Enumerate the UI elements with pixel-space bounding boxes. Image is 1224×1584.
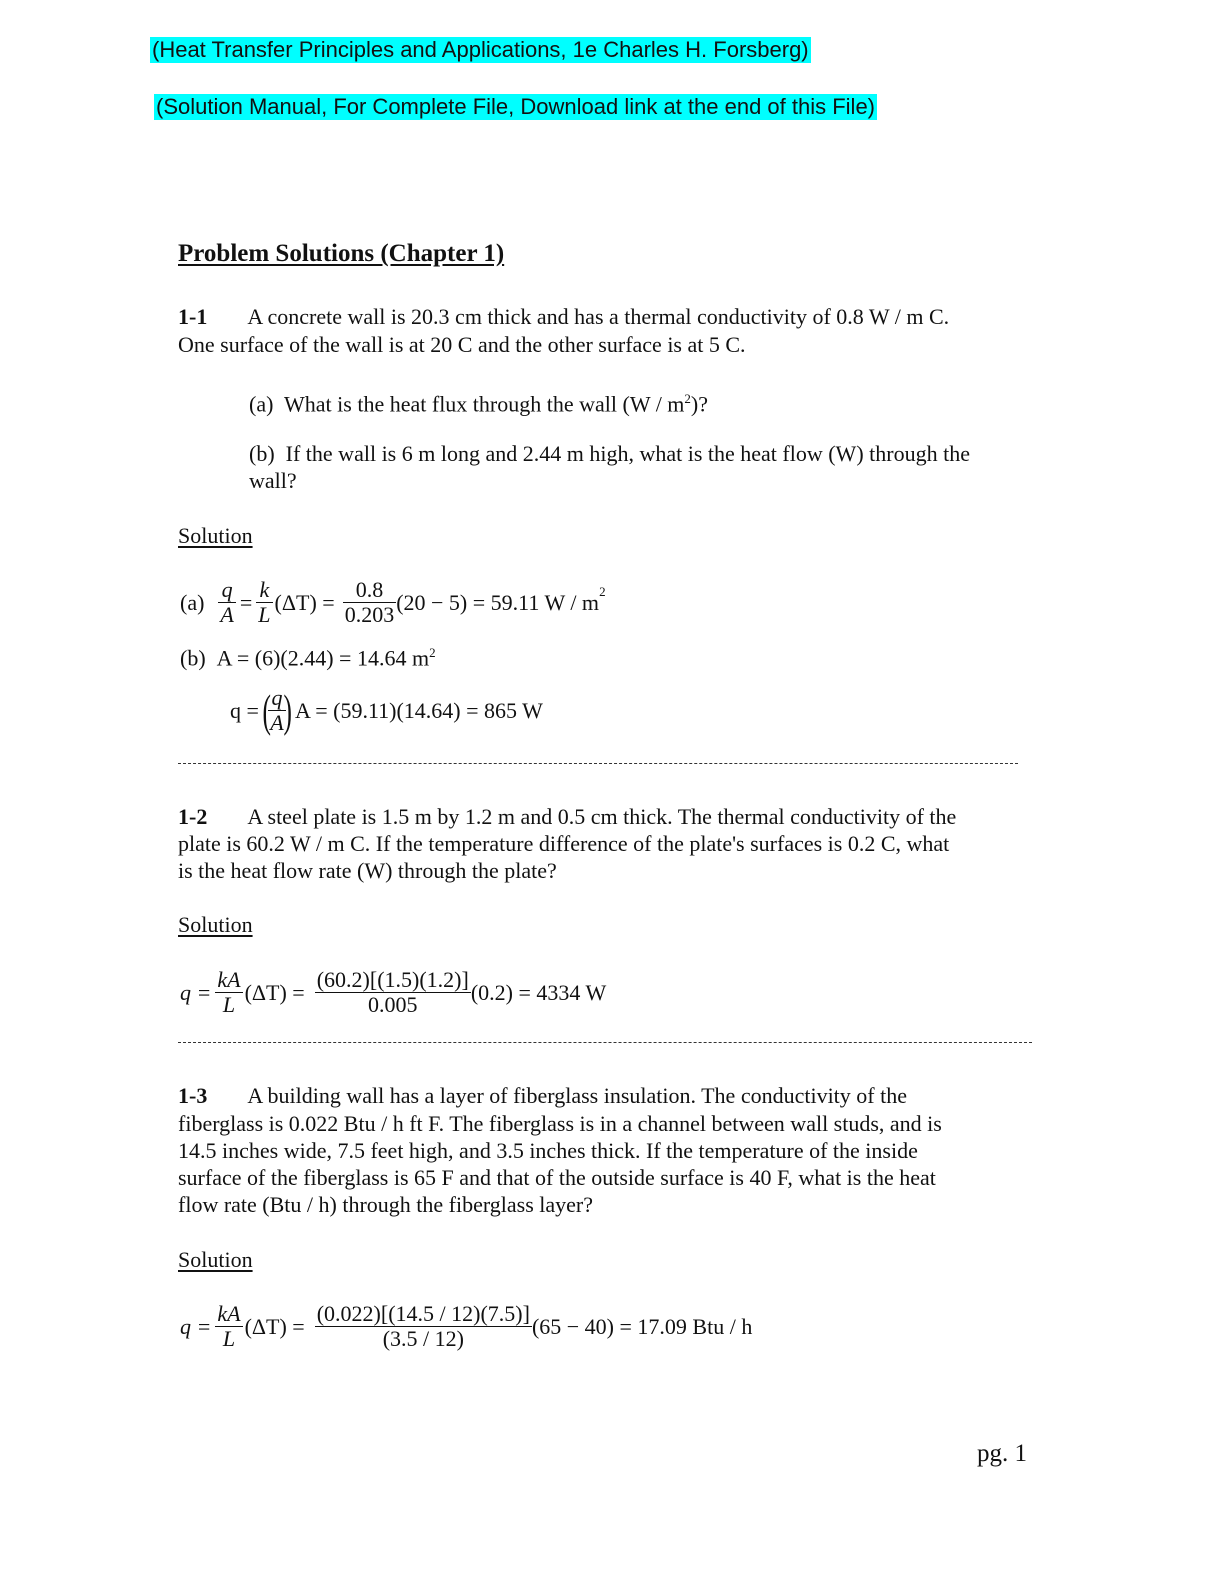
fraction-values-1-2: $\frac{(60.2)[(1.5)(1.2)]}{0.005}$ [316,967,469,1017]
problem-1-3-solution: q = $\frac{kA}{L}$ (ΔT) = $\frac{(0.022)[(14.5 / 12)(7.5)]}{(3.5 / 12)}$ (65 − 40) = 17.09 Btu / h [180,1301,753,1351]
problem-1-1-number: 1-1 [178,304,208,329]
separator-1 [178,763,1018,764]
problem-1-1-text1: A concrete wall is 20.3 cm thick and has a thermal conductivity of 0.8 W / m C. [247,304,950,329]
fraction-q-over-a-2: $\frac{q}{A}$ [270,685,284,735]
problem-1-2-solution-label: Solution [178,912,253,937]
separator-2 [178,1042,1032,1043]
problem-1-3-statement-line3: 14.5 inches wide, 7.5 feet high, and 3.5 inches thick. If the temperature of the inside [178,1138,918,1163]
page-title: Problem Solutions (Chapter 1) [178,240,505,267]
problem-1-1-question-a: (a) What is the heat flux through the wall $(W / m^2)$? [249,391,709,417]
problem-1-2-statement-line2: plate is 60.2 W / m C. If the temperature difference of the plate's surfaces is 0.2 C, what [178,831,950,856]
fraction-values: $\frac{0.8}{0.203}$ [344,577,395,627]
problem-1-1-solution-a: (a) $\frac{q}{A}$ = $\frac{k}{L}$ (ΔT) = $\frac{0.8}{0.203}$ (20 − 5) = 59.11 W / m $^2$ [180,577,606,627]
problem-1-1-solution-label: Solution [178,523,253,548]
problem-1-1-statement-line1 [178,303,949,330]
fraction-ka-over-l: $\frac{kA}{L}$ [217,967,241,1017]
problem-1-1-solution-b-line1: (b) A = (6)(2.44) = 14.64 $m^2$ [180,645,436,671]
problem-1-2-statement-line3: is the heat flow rate (W) through the plate? [178,858,557,883]
fraction-ka-over-l-1-3: $\frac{kA}{L}$ [217,1301,241,1351]
page-number: pg. 1 [977,1440,1027,1467]
header-line-2: (Solution Manual, For Complete File, Download link at the end of this File) [156,94,876,119]
problem-1-3-statement-line4: surface of the fiberglass is 65 F and that of the outside surface is 40 F, what is the heat [178,1165,936,1190]
fraction-values-1-3: $\frac{(0.022)[(14.5 / 12)(7.5)]}{(3.5 / 12)}$ [316,1301,530,1351]
problem-1-3-statement-line5: flow rate (Btu / h) through the fiberglass layer? [178,1192,594,1217]
problem-1-1-solution-b-line2: q = ( $\frac{q}{A}$ ) A = (59.11)(14.64) = 865 W [230,684,543,736]
problem-1-1-question-b: (b) If the wall is 6 m long and 2.44 m high, what is the heat flow (W) through the [249,441,970,466]
fraction-k-over-l: $\frac{k}{L}$ [258,577,271,627]
problem-1-3-statement-line2: fiberglass is 0.022 Btu / h ft F. The fiberglass is in a channel between wall studs, and is [178,1111,942,1136]
problem-1-2-solution: q = $\frac{kA}{L}$ (ΔT) = $\frac{(60.2)[(1.5)(1.2)]}{0.005}$ (0.2) = 4334 W [180,967,607,1017]
problem-1-1-question-b-line2: wall? [249,468,297,493]
fraction-q-over-a: $\frac{q}{A}$ [220,577,234,627]
problem-1-2-number: 1-2 [178,804,208,829]
problem-1-1-statement-line2: One surface of the wall is at 20 C and the other surface is at 5 C. [178,332,746,357]
problem-1-3-number: 1-3 [178,1083,208,1108]
header-line-1: (Heat Transfer Principles and Applications, 1e Charles H. Forsberg) [152,37,809,62]
problem-1-2-statement-line1: 1-2 A steel plate is 1.5 m by 1.2 m and 0.5 cm thick. The thermal conductivity of the [178,804,957,829]
problem-1-3-solution-label: Solution [178,1247,253,1272]
problem-1-3-statement-line1: 1-3 A building wall has a layer of fiberglass insulation. The conductivity of the [178,1083,907,1108]
